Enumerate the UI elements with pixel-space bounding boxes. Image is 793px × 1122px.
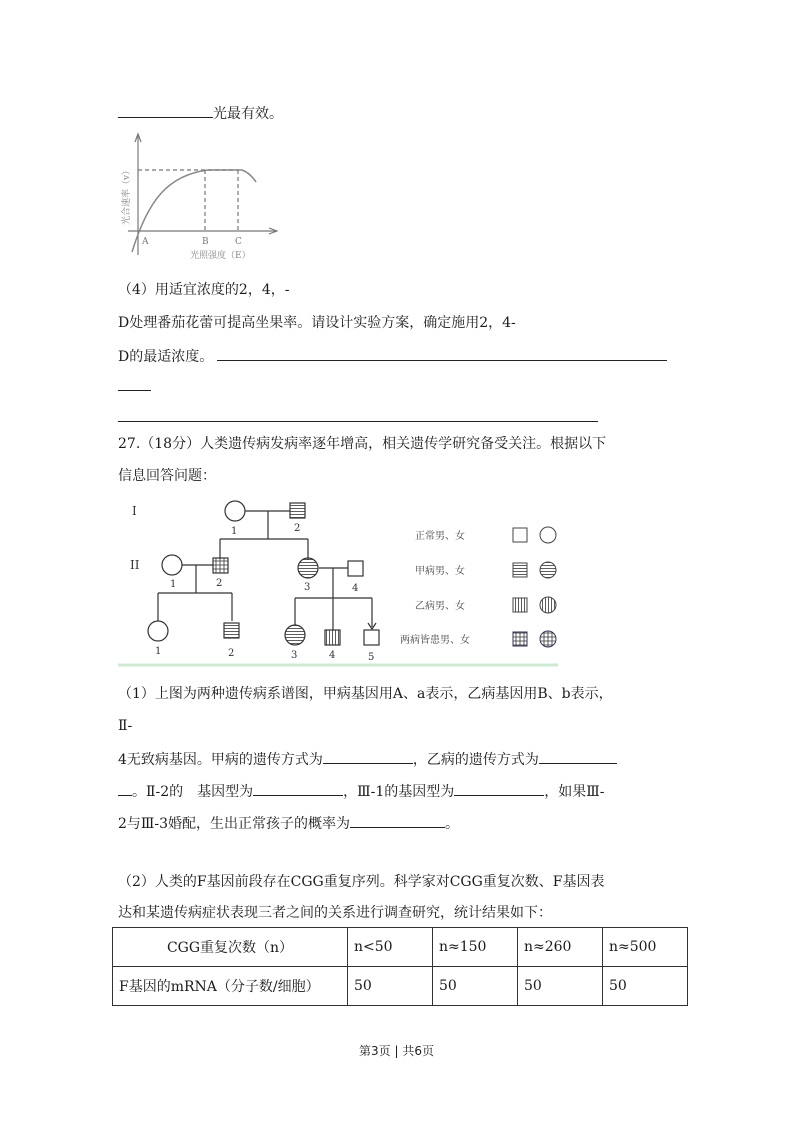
table-cell: F基因的mRNA（分子数/细胞）	[113, 967, 348, 1006]
answer-blank-genotype-iii1[interactable]	[454, 781, 544, 796]
individual-ii-1	[162, 555, 182, 575]
q27-line1: 27.（18分）人类遗传病发病率逐年增高，相关遗传学研究备受关注。根据以下	[118, 436, 607, 452]
individual-iii-3	[285, 625, 305, 645]
legend-disease-a-male-icon	[513, 563, 527, 577]
individual-i-1	[225, 501, 245, 521]
q4-line3-text: D的最适浓度。	[118, 349, 214, 365]
label-iii-5: 5	[368, 652, 375, 663]
table-cell: n<50	[348, 928, 433, 967]
pedigree-chart	[118, 495, 563, 670]
table-cell: n≈260	[518, 928, 603, 967]
legend-normal-label: 正常男、女	[415, 531, 465, 542]
pedigree-legend	[400, 527, 556, 647]
sub1-line2: Ⅱ-	[118, 718, 133, 734]
sub1-line4-text-a: 。Ⅱ-2的 基因型为	[132, 784, 254, 800]
sub1-line4-text-b: ，Ⅲ-1的基因型为	[343, 784, 455, 800]
light-response-chart	[118, 130, 278, 270]
legend-disease-b-label: 乙病男、女	[415, 601, 465, 612]
individual-ii-2	[213, 558, 228, 573]
individual-iii-4	[325, 630, 340, 645]
answer-blank[interactable]	[118, 103, 213, 118]
legend-disease-a-label: 甲病男、女	[415, 566, 465, 577]
sub1-line3-text-b: ，乙病的遗传方式为	[412, 752, 539, 768]
label-iii-3: 3	[291, 650, 298, 661]
answer-blank-inheritance-b[interactable]	[539, 749, 617, 764]
table-cell: 50	[348, 967, 433, 1006]
point-b-label: B	[202, 237, 209, 247]
table-cell: 50	[433, 967, 518, 1006]
legend-both-label: 两病皆患男、女	[400, 635, 470, 646]
individual-i-2	[290, 503, 305, 518]
answer-blank-line[interactable]	[118, 421, 598, 422]
legend-normal-male-icon	[513, 528, 527, 542]
answer-blank-genotype-ii2[interactable]	[253, 781, 343, 796]
table-cell: 50	[518, 967, 603, 1006]
table-cell: n≈150	[433, 928, 518, 967]
gen-label-i: I	[132, 504, 137, 518]
gen-label-ii: II	[130, 558, 140, 572]
answer-blank-probability[interactable]	[350, 813, 445, 828]
sub1-line1: （1）上图为两种遗传病系谱图，甲病基因用A、a表示，乙病基因用B、b表示，	[118, 686, 613, 702]
label-iii-2: 2	[228, 648, 235, 659]
sub1-line3	[118, 749, 617, 769]
q4-line2: D处理番茄花蕾可提高坐果率。请设计实验方案，确定施用2，4-	[118, 315, 516, 331]
label-i-2: 2	[294, 523, 301, 534]
table-row	[113, 928, 688, 967]
table-cell: CGG重复次数（n）	[113, 928, 348, 967]
answer-blank[interactable]	[217, 346, 667, 361]
answer-blank-inheritance-b-continued[interactable]	[118, 781, 132, 796]
sub1-line4-text-c: ，如果Ⅲ-	[544, 784, 605, 800]
sub1-line4	[118, 781, 605, 801]
q4-line3	[118, 346, 667, 366]
legend-disease-b-male-icon	[513, 598, 527, 612]
q27-line2: 信息回答问题：	[118, 468, 216, 484]
legend-both-female-icon	[540, 631, 556, 647]
label-ii-2: 2	[216, 578, 223, 589]
q3-answer-line	[118, 103, 283, 123]
legend-normal-female-icon	[540, 527, 556, 543]
y-axis-label: 光合速率（v）	[122, 165, 132, 225]
label-ii-4: 4	[352, 583, 359, 594]
legend-disease-b-female-icon	[540, 597, 556, 613]
sub1-line3-text-a: 4无致病基因。甲病的遗传方式为	[118, 752, 323, 768]
table-cell: 50	[603, 967, 688, 1006]
label-iii-4: 4	[329, 650, 336, 661]
x-axis-label: 光照强度（E）	[190, 251, 251, 261]
legend-disease-a-female-icon	[540, 562, 556, 578]
table-row	[113, 967, 688, 1006]
point-c-label: C	[235, 237, 242, 247]
sub2-line1: （2）人类的F基因前段存在CGG重复序列。科学家对CGG重复次数、F基因表	[118, 874, 605, 890]
sub1-line5-text-a: 2与Ⅲ-3婚配，生出正常孩子的概率为	[118, 816, 351, 832]
sub1-line5-text-b: 。	[445, 816, 460, 832]
individual-iii-1	[148, 621, 168, 641]
table-cell: n≈500	[603, 928, 688, 967]
label-iii-1: 1	[155, 646, 162, 657]
cgg-results-table	[112, 927, 688, 1006]
answer-blank-inheritance-a[interactable]	[323, 749, 413, 764]
individual-iii-5	[364, 630, 379, 645]
individual-ii-4	[348, 561, 363, 576]
individual-iii-2	[224, 623, 239, 638]
q4-line1: （4）用适宜浓度的2，4，-	[118, 282, 290, 298]
point-a-label: A	[142, 237, 149, 247]
page-footer: 第3页 | 共6页	[359, 1044, 434, 1058]
sub2-line2: 达和某遗传病症状表现三者之间的关系进行调查研究，统计结果如下：	[118, 905, 552, 921]
q3-tail-text: 光最有效。	[213, 106, 283, 122]
individual-ii-3	[298, 558, 318, 578]
label-i-1: 1	[231, 526, 238, 537]
sub1-line5	[118, 813, 459, 833]
answer-blank-continued[interactable]	[118, 390, 151, 391]
label-ii-3: 3	[304, 582, 311, 593]
legend-both-male-icon	[513, 632, 527, 646]
label-ii-1: 1	[170, 579, 177, 590]
